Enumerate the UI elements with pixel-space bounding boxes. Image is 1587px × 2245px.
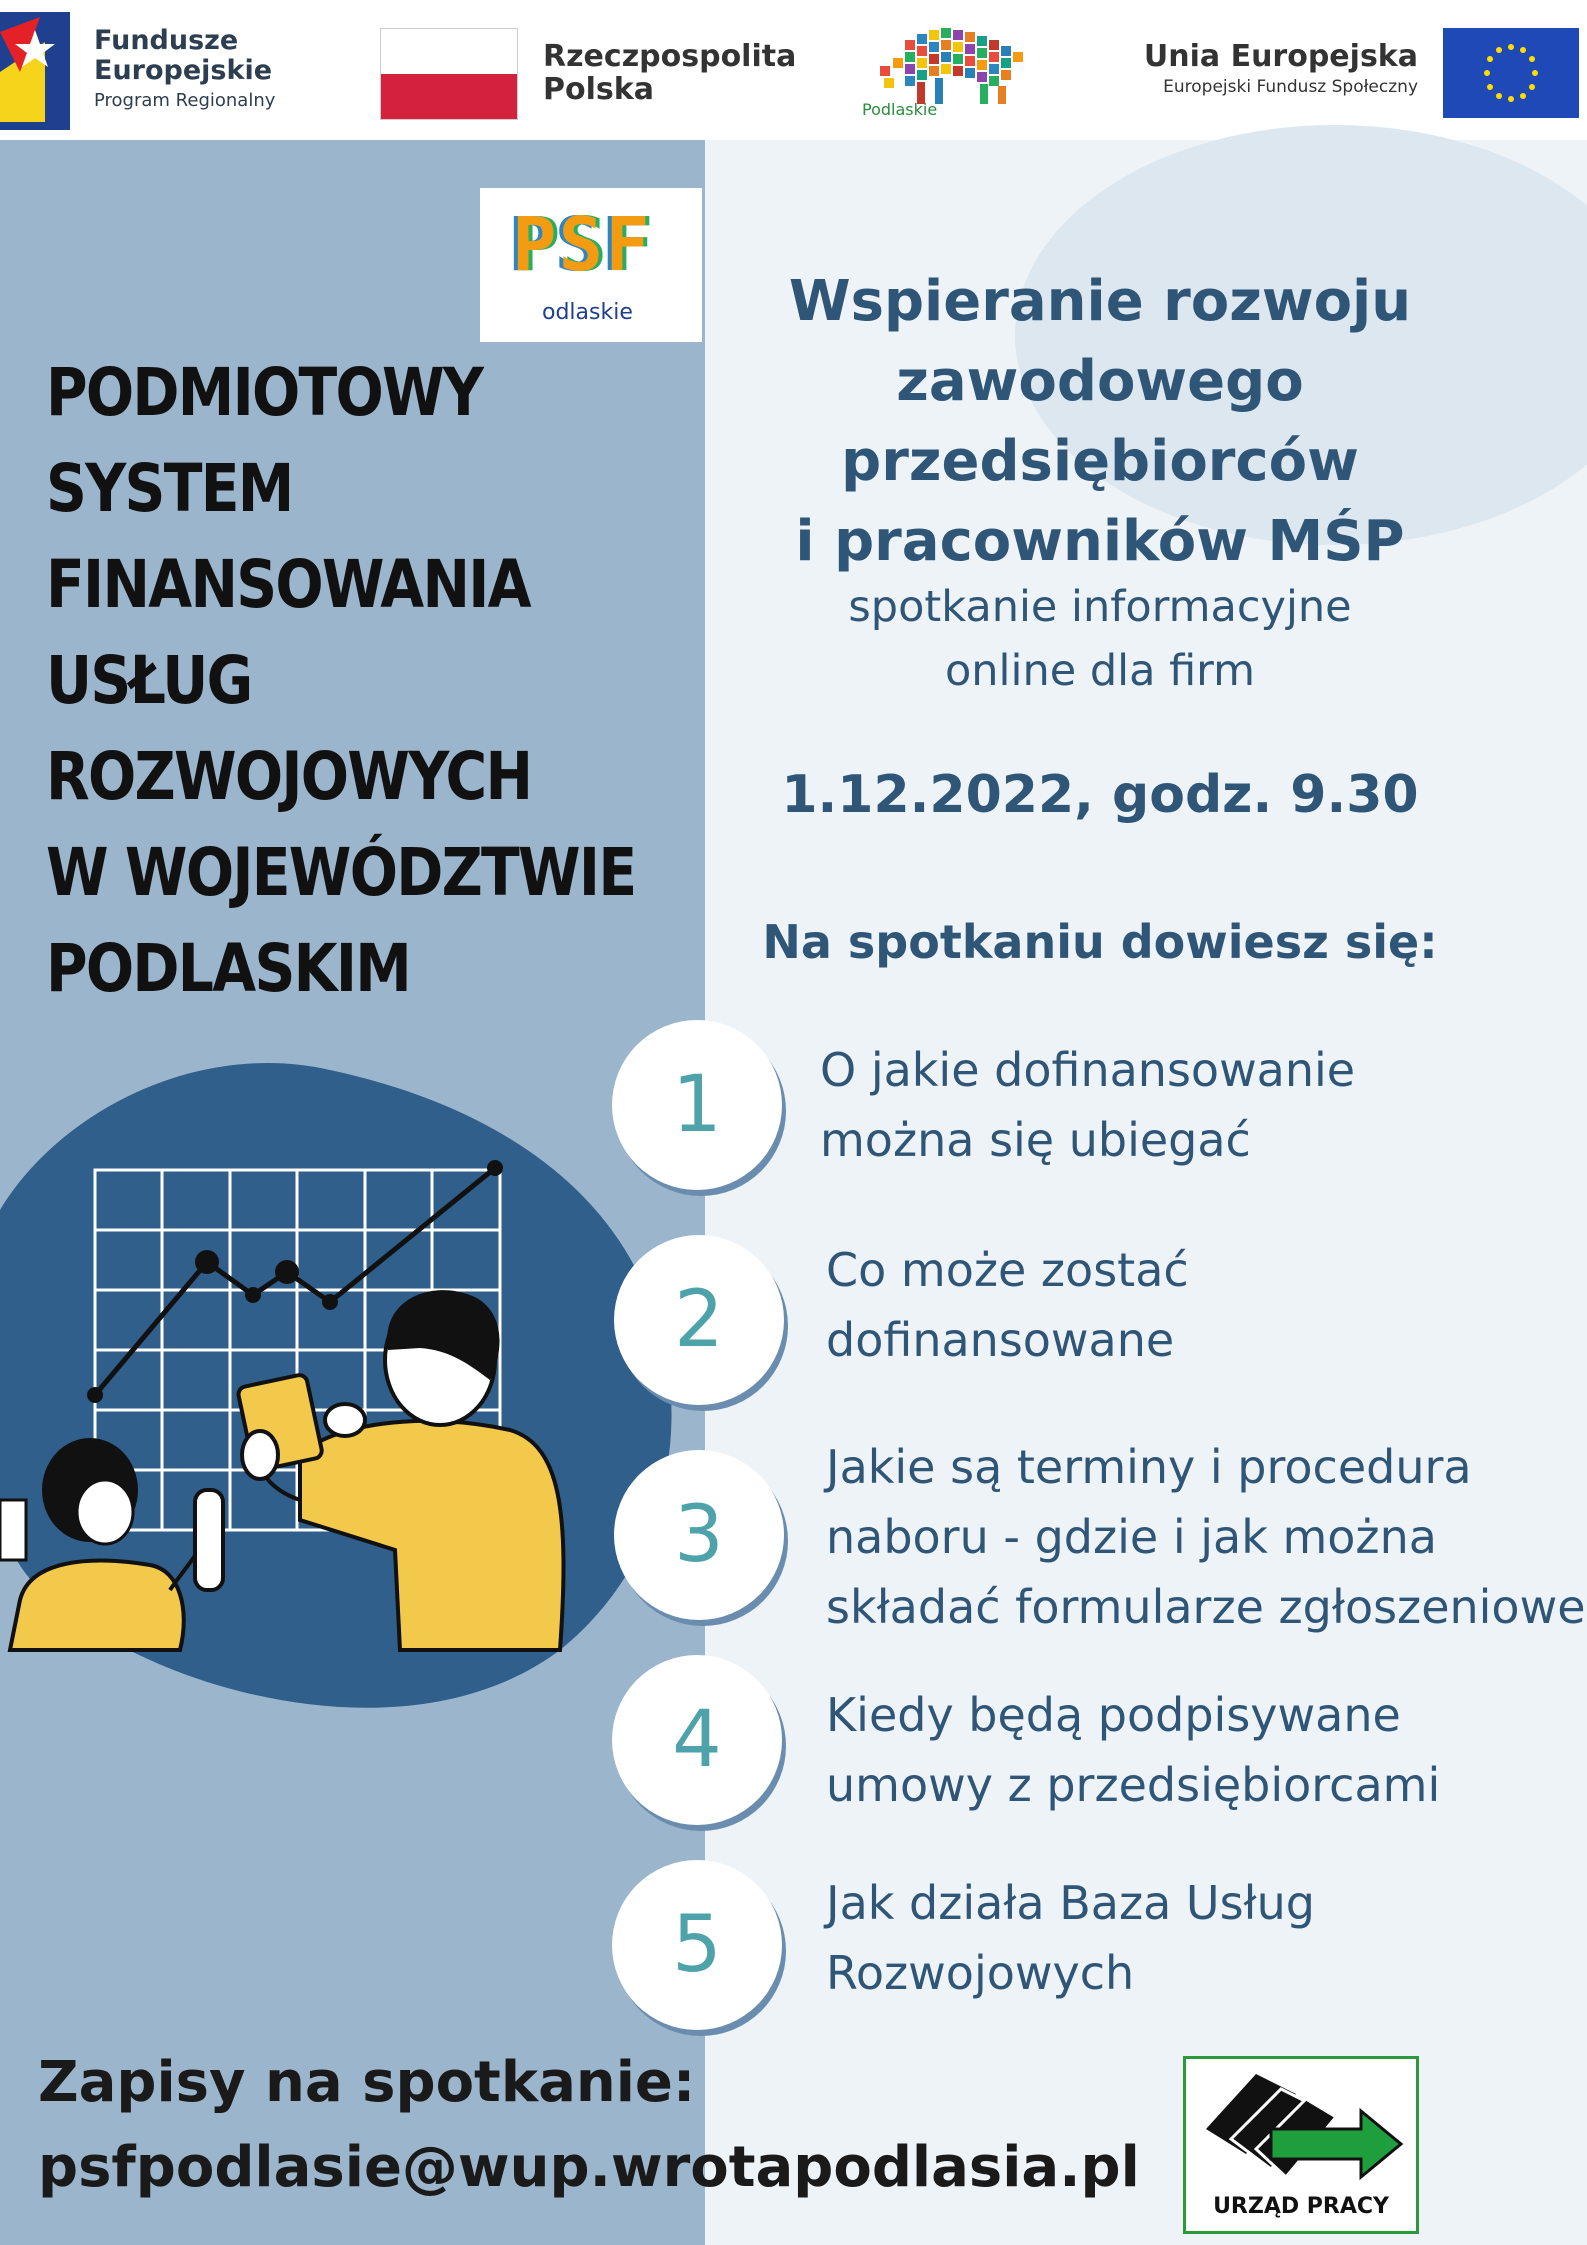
fe-line1: Fundusze [94, 25, 239, 56]
item-number-circle: 5 [612, 1860, 782, 2030]
title-line: USŁUG [46, 642, 252, 719]
business-illustration [0, 1050, 710, 1730]
podlaskie-label: Podlaskie [862, 100, 938, 119]
signup-label: Zapisy na spotkanie: [38, 2050, 696, 2115]
fe-line2: Europejskie [94, 55, 273, 86]
item-text-line: Co może zostać [826, 1243, 1189, 1297]
item-text-line: Jak działa Baza Usług [826, 1876, 1315, 1930]
event-date: 1.12.2022, godz. 9.30 [781, 765, 1419, 825]
title-line: ROZWOJOWYCH [46, 738, 532, 815]
list-item [826, 1680, 1586, 1820]
item-text-line: Rozwojowych [826, 1946, 1135, 2000]
fundusze-europejskie-logo [0, 6, 300, 131]
title-line: PODLASKIM [46, 930, 411, 1007]
headline-line: przedsiębiorców [841, 429, 1359, 494]
urzad-pracy-arrow-icon [1186, 2059, 1416, 2189]
urzad-pracy-logo [1183, 2056, 1419, 2234]
ue-line1: Unia Europejska [1143, 39, 1418, 74]
item-number-circle: 3 [614, 1450, 784, 1620]
title-line: SYSTEM [46, 450, 293, 527]
eu-flag-icon [1443, 28, 1579, 118]
item-text-line: Jakie są terminy i procedura [826, 1440, 1472, 1494]
headline-line: i pracowników MŚP [795, 509, 1405, 574]
list-item [826, 1235, 1586, 1375]
urzad-pracy-label: URZĄD PRACY [1213, 2194, 1389, 2219]
subtitle-line: spotkanie informacyjne [848, 582, 1352, 632]
psf-sub: odlaskie [542, 300, 633, 325]
rp-line2: Polska [543, 72, 654, 107]
item-text-line: można się ubiegać [820, 1113, 1251, 1167]
rp-line1: Rzeczpospolita [543, 39, 797, 74]
item-text-line: umowy z przedsiębiorcami [826, 1758, 1441, 1812]
learn-heading: Na spotkaniu dowiesz się: [762, 915, 1438, 969]
list-item [826, 1868, 1586, 2008]
item-text-line: dofinansowane [826, 1313, 1175, 1367]
main-title [46, 345, 636, 1017]
fe-star-icon [0, 12, 70, 130]
item-number-circle: 4 [612, 1655, 782, 1825]
title-line: W WOJEWÓDZTWIE [46, 834, 636, 911]
item-number-circle: 1 [612, 1020, 782, 1190]
title-line: PODMIOTOWY [46, 354, 483, 431]
item-text-line: O jakie dofinansowanie [820, 1043, 1356, 1097]
title-line: FINANSOWANIA [46, 546, 530, 623]
list-item [820, 1035, 1580, 1175]
podlaskie-bison-logo [860, 20, 1050, 125]
headline-line: zawodowego [896, 349, 1304, 414]
ue-line2: Europejski Fundusz Społeczny [1163, 77, 1418, 97]
item-text-line: Kiedy będą podpisywane [826, 1688, 1401, 1742]
polish-flag-icon [380, 28, 518, 120]
item-text-line: składać formularze zgłoszeniowe [826, 1580, 1586, 1634]
header-logo-bar [0, 0, 1587, 140]
list-item [826, 1432, 1586, 1642]
headline [720, 262, 1480, 582]
item-number-circle: 2 [614, 1235, 784, 1405]
signup-email-link[interactable]: psfpodlasie@wup.wrotapodlasia.pl [38, 2135, 1140, 2200]
subtitle [720, 575, 1480, 703]
item-text-line: naboru - gdzie i jak można [826, 1510, 1437, 1564]
fe-line3: Program Regionalny [94, 90, 276, 111]
headline-line: Wspieranie rozwoju [788, 269, 1412, 334]
psf-letters: PSF [512, 202, 652, 288]
psf-podlaskie-logo [480, 188, 702, 342]
subtitle-line: online dla firm [945, 646, 1255, 696]
bison-mosaic-icon [860, 20, 1050, 110]
